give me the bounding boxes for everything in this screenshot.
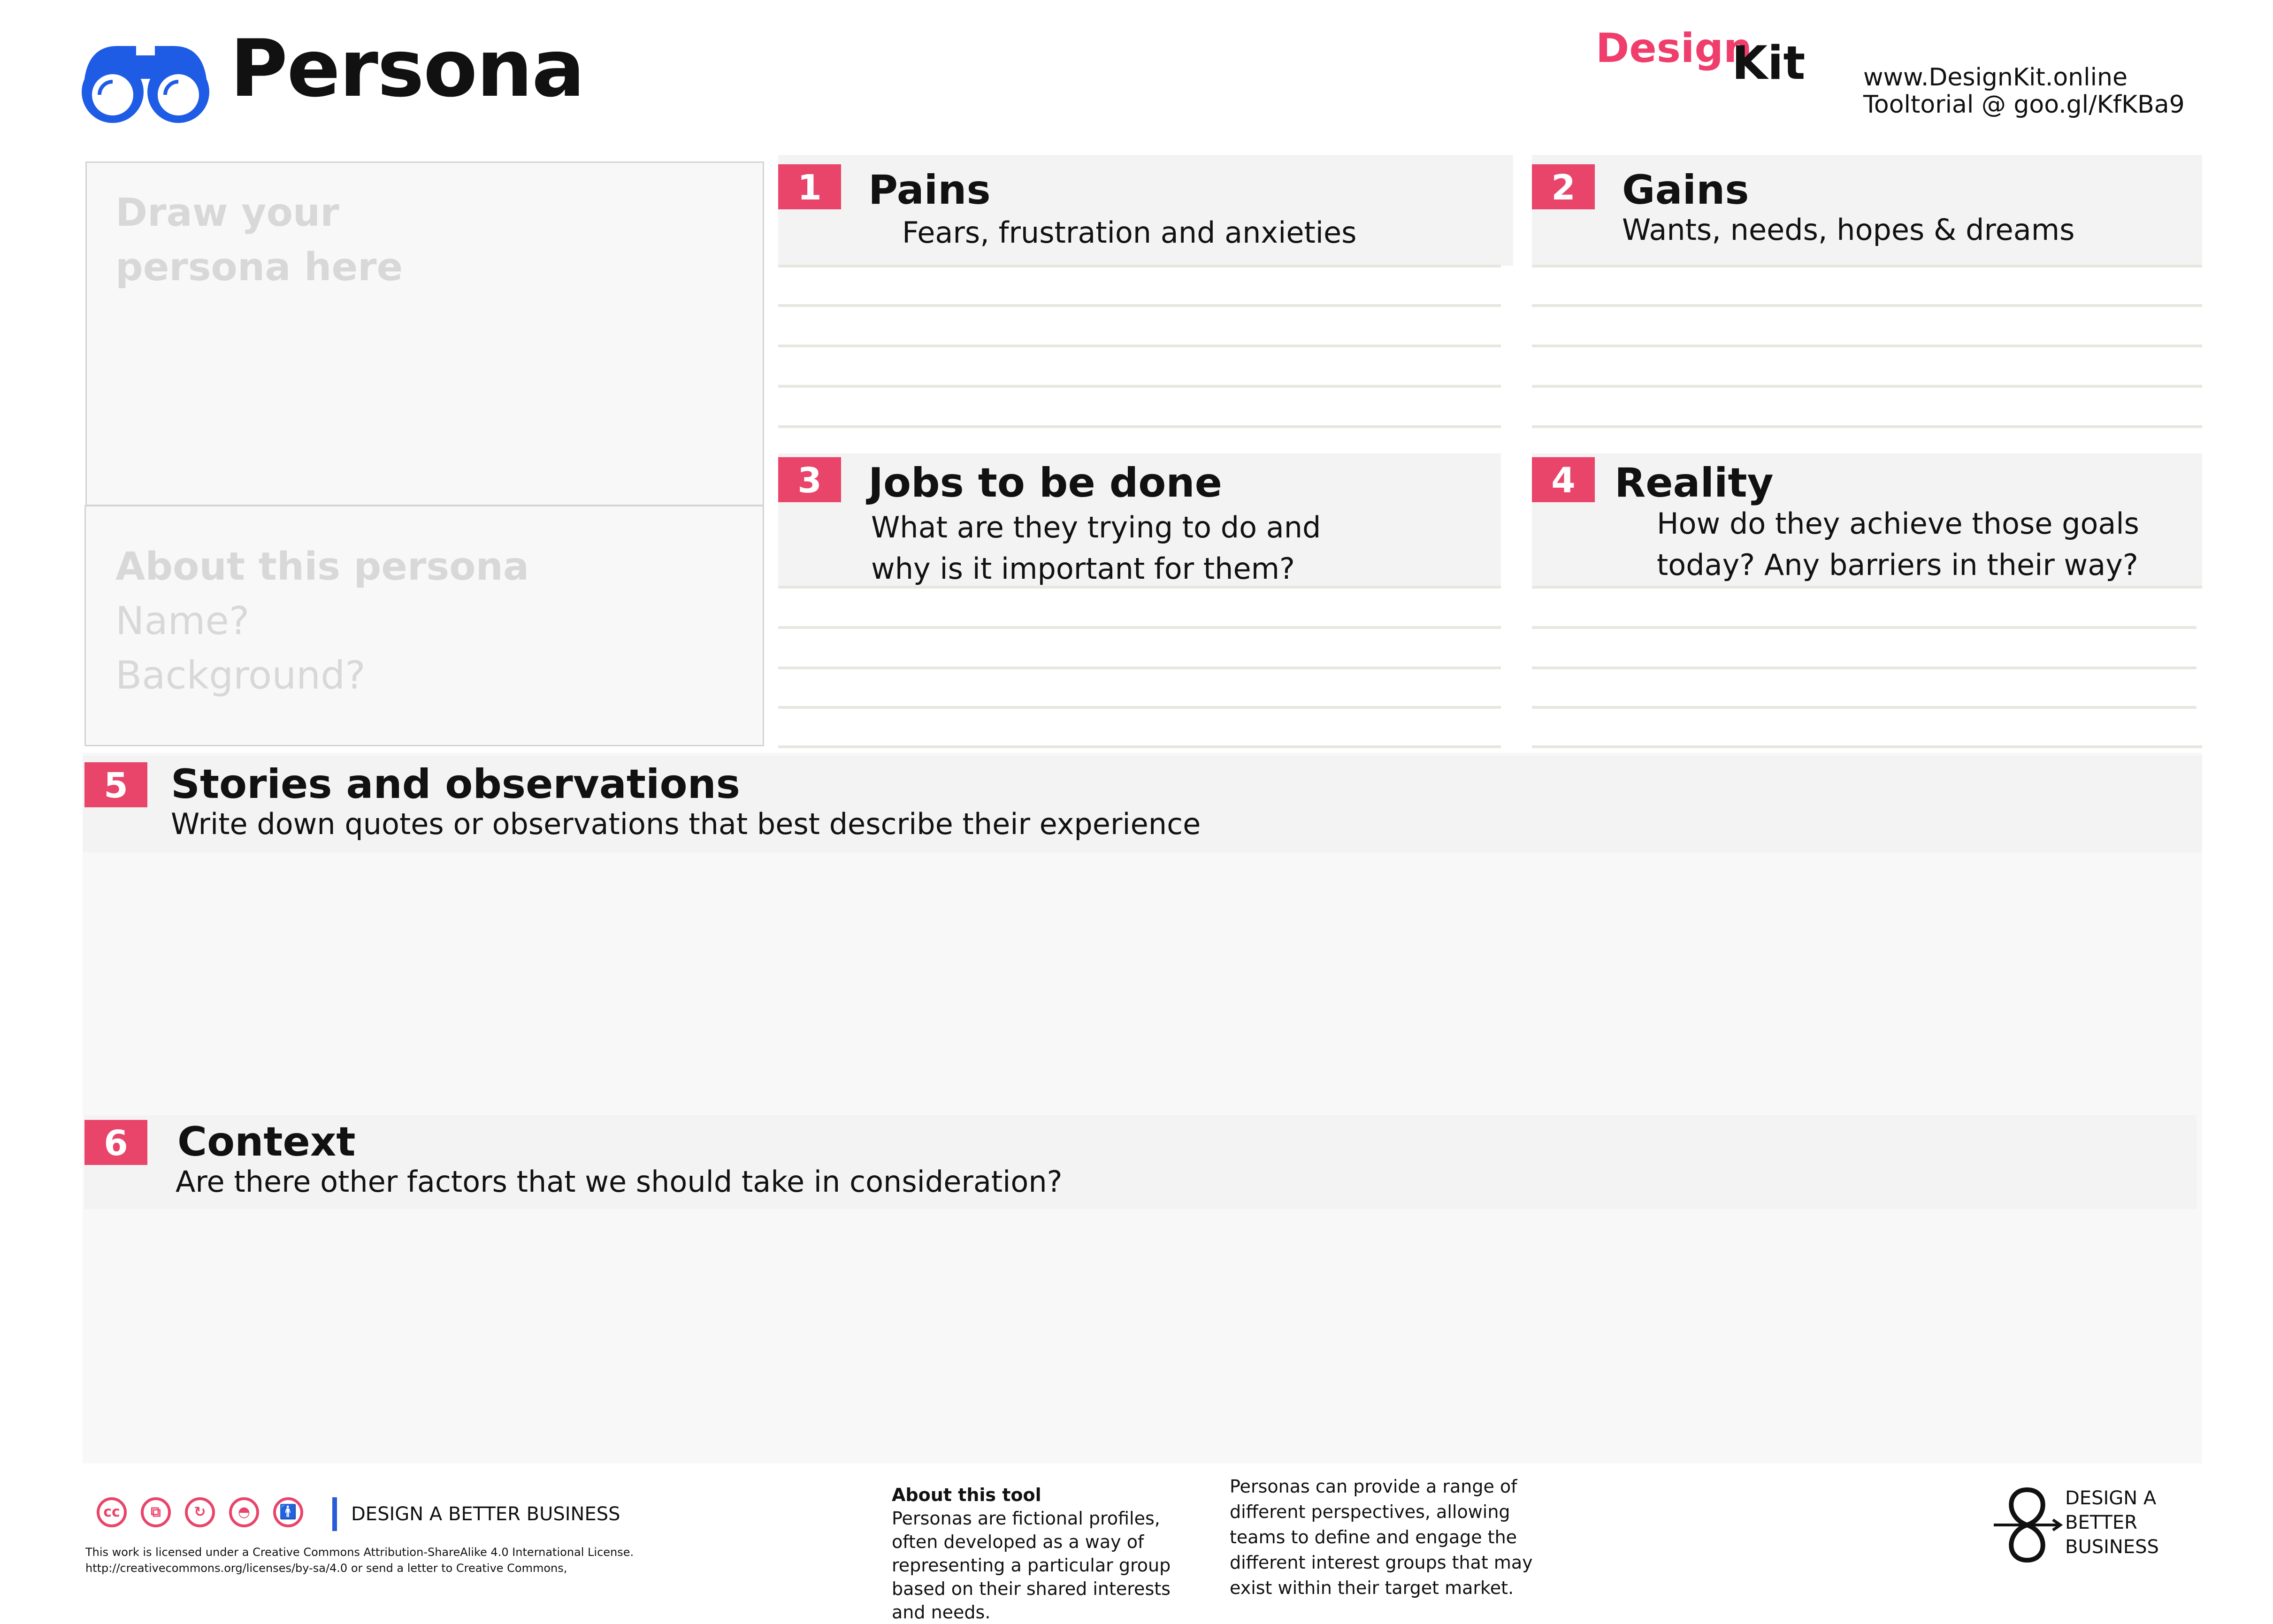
noncommercial-icon: ◓ [229,1497,259,1527]
about-persona-placeholder [115,540,529,703]
license-line1: This work is licensed under a Creative Commons Attribution-ShareAlike 4.0 International License. [85,1546,634,1559]
jobs-title: Jobs to be done [868,460,1222,506]
dbb-logo-line3: BUSINESS [2065,1536,2159,1558]
binoculars-icon [75,37,216,126]
designkit-logo-design: Design [1596,25,1753,72]
reality-number: 4 [1532,457,1595,502]
dbb-logo-line1: DESIGN A [2065,1487,2157,1509]
sharealike-icon: ↻ [185,1497,215,1527]
person-icon: 🚹 [273,1497,303,1527]
about-persona-name: Name? [115,599,250,643]
context-subtitle: Are there other factors that we should take in consideration? [176,1164,1063,1199]
jobs-subtitle-line2: why is it important for them? [871,552,1295,586]
reality-subtitle-line2: today? Any barriers in their way? [1657,548,2138,582]
about-tool-text: Personas are fictional profiles, often developed as a way of representing a particular group based on their shared interests and needs. [892,1508,1171,1623]
draw-placeholder-line1: Draw your [115,191,339,235]
reality-subtitle-line1: How do they achieve those goals [1657,506,2139,541]
stories-subtitle: Write down quotes or observations that best describe their experience [171,807,1201,841]
attribution-icon: ⧉ [141,1497,171,1527]
dbb-logo-icon [1992,1485,2062,1565]
about-tool-text-2: Personas can provide a range of different perspectives, allowing teams to define and engage the different interest groups that may exist within their target market. [1230,1476,1533,1598]
reality-title: Reality [1615,460,1774,506]
footer-brand: DESIGN A BETTER BUSINESS [351,1503,620,1525]
cc-license-icons[interactable] [97,1497,303,1527]
about-persona-title: About this persona [115,544,529,589]
stories-number: 5 [84,762,147,807]
jobs-subtitle-line1: What are they trying to do and [871,510,1321,544]
jobs-number: 3 [778,457,841,502]
about-tool [892,1483,1192,1623]
dbb-logo-line2: BETTER [2065,1512,2137,1533]
site-link[interactable]: www.DesignKit.online [1863,63,2128,92]
tooltorial-link[interactable]: Tooltorial @ goo.gl/KfKBa9 [1863,91,2185,119]
stories-input-area[interactable] [83,852,2202,1115]
footer-divider [332,1497,337,1531]
jobs-subtitle [871,507,1321,590]
stories-title: Stories and observations [171,761,740,808]
gains-number: 2 [1532,164,1595,209]
pains-number: 1 [778,164,841,209]
header-links [1863,64,2185,118]
pains-title: Pains [868,167,991,214]
license-text [85,1544,634,1576]
designkit-logo-kit: Kit [1732,37,1806,90]
dbb-logo-text [2065,1486,2159,1559]
cc-icon: cc [97,1497,127,1527]
context-number: 6 [84,1120,147,1165]
draw-placeholder [115,186,403,295]
license-line2[interactable]: http://creativecommons.org/licenses/by-sa/4.0 or send a letter to Creative Commons, [85,1562,567,1575]
context-input-area[interactable] [83,1209,2202,1463]
gains-subtitle: Wants, needs, hopes & dreams [1622,213,2075,247]
about-persona-background: Background? [115,653,366,698]
draw-placeholder-line2: persona here [115,245,403,290]
gains-title: Gains [1622,167,1749,214]
about-tool-title: About this tool [892,1485,1041,1505]
reality-subtitle [1657,503,2139,586]
page-title: Persona [230,23,584,115]
pains-subtitle: Fears, frustration and anxieties [902,215,1357,250]
context-title: Context [177,1118,356,1165]
